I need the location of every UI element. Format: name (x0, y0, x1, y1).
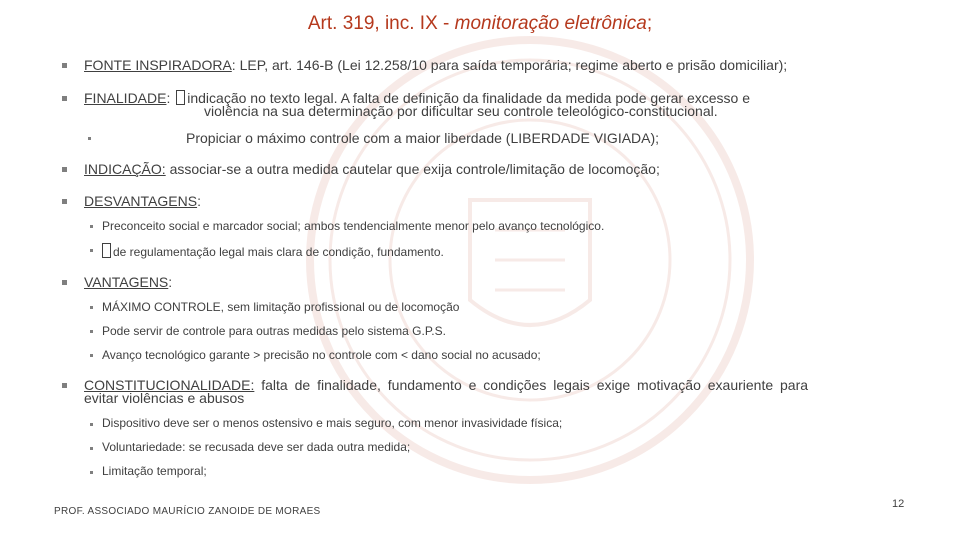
missing-glyph-icon (102, 243, 111, 258)
item-fonte-inspiradora (84, 57, 787, 73)
item-desvantagens (84, 193, 201, 209)
vantagens-label: VANTAGENS (84, 274, 169, 290)
vantagens-sub1: MÁXIMO CONTROLE, sem limitação profissional ou de locomoção (102, 300, 460, 314)
title-emphasis: monitoração eletrônica (454, 13, 647, 34)
constitucionalidade-line2: evitar violências e abusos (84, 390, 245, 406)
sub-bullet-icon (90, 447, 93, 450)
finalidade-line2: violência na sua determinação por dificultar seu controle teleológico-constitucional. (204, 103, 718, 119)
constitucionalidade-sub3: Limitação temporal; (102, 464, 207, 478)
page-number: 12 (892, 498, 905, 510)
fonte-label: FONTE INSPIRADORA (84, 57, 232, 73)
item-indicacao (84, 161, 660, 177)
constitucionalidade-label: CONSTITUCIONALIDADE: (84, 377, 255, 393)
bullet-icon (62, 96, 67, 101)
finalidade-line1: indicação no texto legal. A falta de definição da finalidade da medida pode gerar excesso e (187, 90, 750, 106)
slide-title (0, 13, 960, 35)
desvantagens-sub1: Preconceito social e marcador social; ambos tendencialmente menor pelo avanço tecnológico. (102, 219, 605, 233)
indicacao-text: associar-se a outra medida cautelar que exija controle/limitação de locomoção; (165, 161, 660, 177)
vantagens-sub2: Pode servir de controle para outras medidas pelo sistema G.P.S. (102, 324, 446, 338)
sub-bullet-icon (90, 423, 93, 426)
footer-author: PROF. ASSOCIADO MAURÍCIO ZANOIDE DE MORAES (54, 506, 321, 517)
sub-bullet-icon (90, 225, 93, 228)
sub-bullet-icon (90, 354, 93, 357)
constitucionalidade-sub2: Voluntariedade: se recusada deve ser dada outra medida; (102, 440, 411, 454)
fonte-text: : LEP, art. 146-B (Lei 12.258/10 para saída temporária; regime aberto e prisão domiciliar); (231, 57, 788, 73)
desvantagens-label: DESVANTAGENS (84, 193, 198, 209)
item-vantagens (84, 274, 172, 290)
bullet-icon (62, 199, 67, 204)
sub-bullet-icon (88, 137, 91, 140)
sub-bullet-icon (90, 306, 93, 309)
vantagens-colon: : (168, 274, 173, 290)
desvantagens-sub2-row (100, 243, 444, 259)
sub-bullet-icon (90, 330, 93, 333)
constitucionalidade-line1: falta de finalidade, fundamento e condições legais exige motivação exauriente para (254, 377, 809, 393)
sub-bullet-icon (90, 471, 93, 474)
sub-bullet-icon (90, 249, 93, 252)
bullet-icon (62, 280, 67, 285)
finalidade-sub1: Propiciar o máximo controle com a maior liberdade (LIBERDADE VIGIADA); (186, 130, 660, 146)
finalidade-label: FINALIDADE (84, 90, 167, 106)
vantagens-sub3: Avanço tecnológico garante > precisão no controle com < dano social no acusado; (102, 348, 541, 362)
title-prefix: Art. 319, inc. IX - (307, 13, 455, 34)
missing-glyph-icon (176, 90, 185, 105)
bullet-icon (62, 383, 67, 388)
desvantagens-sub2: de regulamentação legal mais clara de condição, fundamento. (113, 245, 444, 259)
indicacao-label: INDICAÇÃO: (84, 161, 166, 177)
bullet-icon (62, 167, 67, 172)
desvantagens-colon: : (197, 193, 201, 209)
finalidade-colon: : (166, 90, 171, 106)
constitucionalidade-sub1: Dispositivo deve ser o menos ostensivo e mais seguro, com menor invasividade física; (102, 416, 563, 430)
title-suffix: ; (646, 13, 653, 34)
bullet-icon (62, 63, 67, 68)
